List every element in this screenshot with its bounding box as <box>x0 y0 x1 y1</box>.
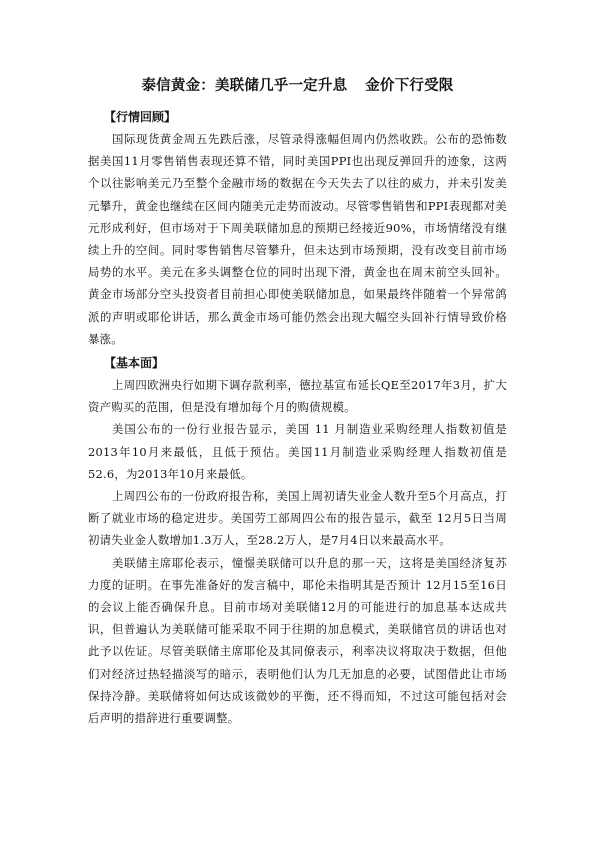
paragraph: 美联储主席耶伦表示，憧憬美联储可以升息的那一天，这将是美国经济复苏力度的证明。在事先准备好的发言稿中，耶伦未指明其是否预计 12月15至16日的会议上能否确保升息。目前市场对美联储12月的可能进行的加息基本达成共识，但普遍认为美联储可能采取不同于往期的加息模式，美联储官员的讲话也对此予以佐证。尽管美联储主席耶伦及其同僚表示，利率决议将取决于数据，但他们对经济过热轻描淡写的暗示，表明他们认为几无加息的必要，试图借此让市场保持冷静。美联储将如何达成该微妙的平衡，还不得而知，不过这可能包括对会后声明的措辞进行重要调整。 <box>88 555 507 726</box>
section-heading: 【基本面】 <box>104 356 165 371</box>
title-left: 泰信黄金：美联储几乎一定升息 <box>141 77 348 94</box>
section-fundamentals <box>88 352 507 729</box>
section-market-review <box>88 106 507 350</box>
paragraph: 美国公布的一份行业报告显示，美国 11 月制造业采购经理人指数初值是2013年10月来最低，且低于预估。美国11月制造业采购经理人指数初值是52.6，为2013年10月来最低。 <box>88 422 507 481</box>
title-right: 金价下行受限 <box>365 77 454 94</box>
paragraph: 国际现货黄金周五先跌后涨，尽管录得涨幅但周内仍然收跌。公布的恐怖数据美国11月零售销售表现还算不错，同时美国PPI也出现反弹回升的迹象，这两个以往影响美元乃至整个金融市场的数据在今天失去了以往的威力，并未引发美元攀升，黄金也继续在区间内随美元走势而波动。尽管零售销售和PPI表现都对美元形成利好，但市场对于下周美联储加息的预期已经接近90%，市场情绪没有继续上升的空间。同时零售销售尽管攀升，但未达到市场预期，没有改变目前市场局势的水平。美元在多头调整仓位的同时出现下滑，黄金也在周末前空头回补。黄金市场部分空头投资者目前担心即使美联储加息，如果最终伴随着一个异常鸽派的声明或耶伦讲话，那么黄金市场可能仍然会出现大幅空头回补行情导致价格暴涨。 <box>88 132 507 346</box>
paragraph: 上周四欧洲央行如期下调存款利率，德拉基宣布延长QE至2017年3月，扩大资产购买的范围，但是没有增加每个月的购债规模。 <box>88 378 507 415</box>
paragraph: 上周四公布的一份政府报告称，美国上周初请失业金人数升至5个月高点，打断了就业市场的稳定进步。美国劳工部周四公布的报告显示，截至 12月5日当周初请失业金人数增加1.3万人，至28.2万人，是7月4日以来最高水平。 <box>88 489 507 548</box>
document-title <box>88 76 507 96</box>
section-heading: 【行情回顾】 <box>104 110 177 124</box>
